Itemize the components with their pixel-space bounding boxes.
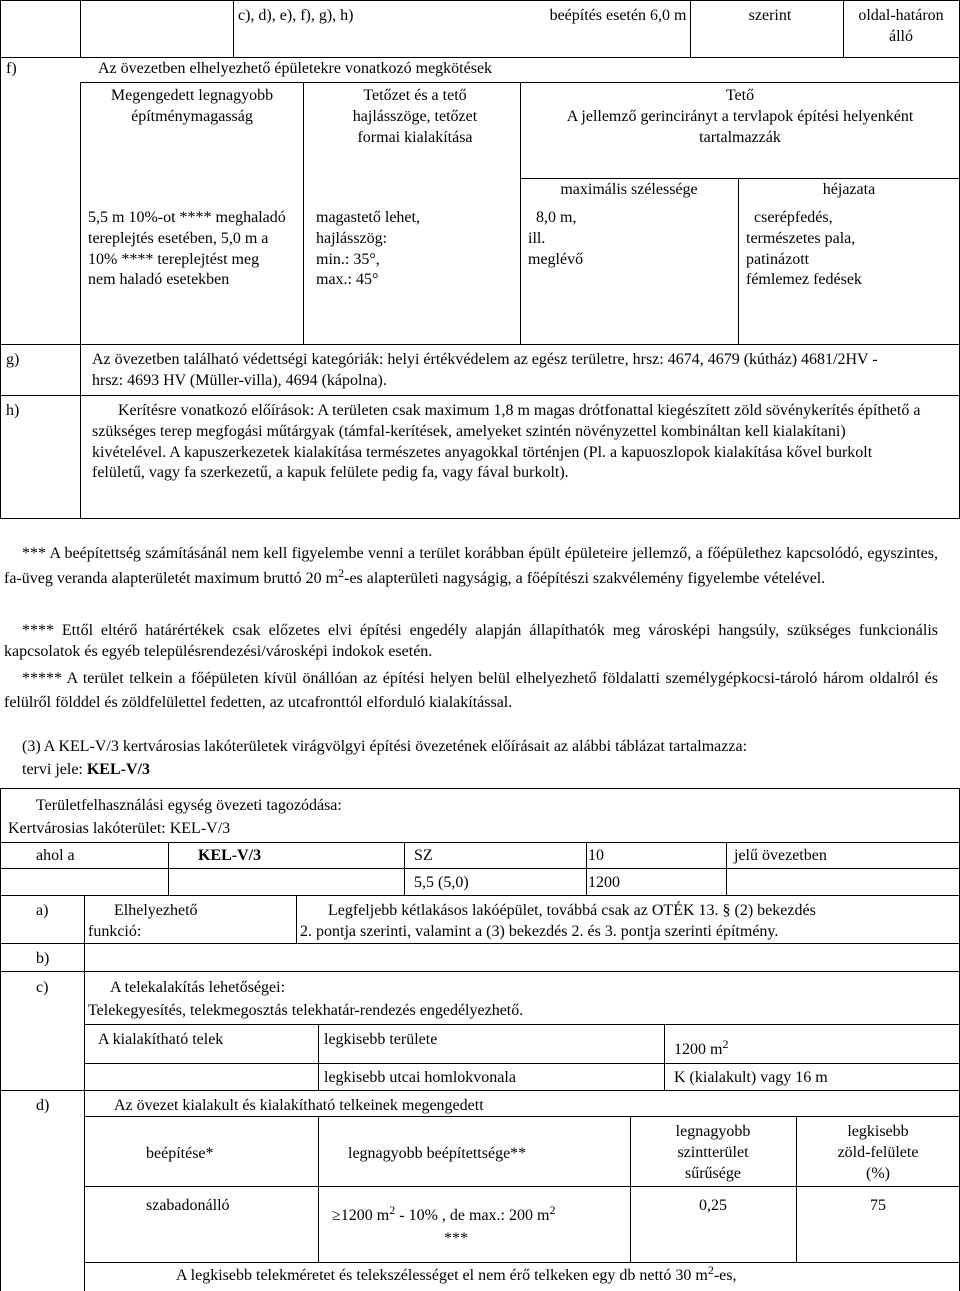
value-width-line: 8,0 m, <box>536 209 577 226</box>
header-roof: Tető <box>725 87 755 104</box>
row-letter-a: a) <box>36 902 49 919</box>
cell-side-boundary: oldal-határon álló <box>858 7 944 45</box>
value-roof-line: min.: 35°, <box>316 250 380 268</box>
value-width-line: meglévő <box>528 250 584 268</box>
section-h-text: Kerítésre vonatkozó előírások: A területen csak maximum 1,8 m magas drótfonattal kiegészített zöld sövénykerítés építhető a szükséges terep megfogási műtárgyak (támfal-kerítések, amelyeket szintén növényzettel kombináltan kell kialakítani) kivételével. A kapuszerkezetek kialakítása természetes anyagokkal történjen (Pl. a kapuoszlopok kialakítása kővel burkolt felületű, vagy fa szerkezetű, a kapuk felülete pedig fa, vagy fával burkolt). <box>92 402 921 482</box>
function-label: Elhelyezhető funkció: <box>88 902 198 940</box>
cell-height-values: 5,5 (5,0) <box>414 874 469 891</box>
header-coverage: legnagyobb beépítettsége** <box>348 1145 527 1162</box>
value-cover-line: fémlemez fedések <box>746 271 862 289</box>
min-front-label: legkisebb utcai homlokvonala <box>324 1069 516 1086</box>
value-max-width <box>528 208 583 270</box>
value-roof-line: hajlásszög: <box>316 229 388 247</box>
value-building-mode: szabadonálló <box>146 1197 230 1214</box>
lot-label: A kialakítható telek <box>98 1031 224 1048</box>
row-letter-g: g) <box>6 351 20 368</box>
zone-division-name: Kertvárosias lakóterület: KEL-V/3 <box>8 820 231 837</box>
zone-division-title: Területfelhasználási egység övezeti tagozódása: <box>36 797 342 814</box>
cell-min-area: 1200 <box>588 874 620 891</box>
value-roof-line: max.: 45° <box>316 271 379 289</box>
value-cover-line: patinázott <box>746 250 810 268</box>
row-letter-b: b) <box>36 950 50 967</box>
header-roof-form: Tetőzet és a tető hajlásszöge, tetőzet formai kialakítása <box>352 87 478 146</box>
cell-where: ahol a <box>36 847 75 864</box>
value-coverage: ≥1200 $m^2 - 10\%$ , de max.: 200 $m^2$ <box>332 1203 556 1224</box>
cell-height-value: beépítés esetén 6,0 m <box>549 7 687 24</box>
header-green-area: legkisebb zöld-felülete (%) <box>837 1123 919 1182</box>
note-garage: ***** A terület telkein a főépületen kívül önállóan az építési helyen belül elhelyezhető földalatti személygépkocsi-tároló három oldalról és felülről földdel és zöldfelülettel fedetten, az utcafronttól elforduló kialakítással. <box>4 670 938 711</box>
row-letter-h: h) <box>6 402 20 419</box>
value-density: 0,25 <box>699 1197 727 1214</box>
value-coverage-note: *** <box>444 1230 468 1247</box>
note-zone-intro: (3) A KEL-V/3 kertvárosias lakóterületek virágvölgyi építési övezetének előírásait az alábbi táblázat tartalmazza: <box>22 738 748 755</box>
note-exceptions: **** Ettől eltérő határértékek csak előzetes elvi építési engedély alapján állapíthatók meg városképi hangsúly, szükséges funkcionális kapcsolatok és egyéb településrendezési/városképi indokok esetén. <box>4 622 938 660</box>
subdivision-text: Telekegyesítés, telekmegosztás telekhatár-rendezés engedélyezhető. <box>88 1002 524 1019</box>
section-g-text: Az övezetben található védettségi kategóriák: helyi értékvédelem az egész területre, hrsz: 4674, 4679 (kútház) 4681/2HV - hrsz: 4693 HV (Müller-villa), 4694 (kápolna). <box>92 351 878 389</box>
section-f-title: Az övezetben elhelyezhető épületekre vonatkozó megkötések <box>98 60 493 77</box>
header-roof-desc: A jellemző gerincirányt a tervlapok építési helyenként tartalmazzák <box>566 108 914 146</box>
cell-sz: SZ <box>414 847 433 864</box>
cell-ten: 10 <box>588 847 604 864</box>
header-density: legnagyobb szintterület sűrűsége <box>675 1123 751 1182</box>
value-width-line: ill. <box>528 229 546 247</box>
note-zone-code: tervi jele: KEL-V/3 <box>22 761 150 778</box>
min-area-value: 1200 $m^2$ <box>674 1037 729 1058</box>
value-max-height: 5,5 m 10%-ot **** meghaladó tereplejtés esetében, 5,0 m a 10% **** tereplejtést meg nem haladó esetekben <box>88 209 286 289</box>
value-roof-line: magastető lehet, <box>316 209 420 226</box>
cell-according: szerint <box>748 7 792 24</box>
value-roof <box>316 208 420 291</box>
permitted-title: Az övezet kialakult és kialakítható telkeinek megengedett <box>114 1097 484 1114</box>
row-letter-c: c) <box>36 979 49 996</box>
value-cover-line: természetes pala, <box>746 229 856 247</box>
row-letter-d: d) <box>36 1097 50 1114</box>
value-green-area: 75 <box>870 1197 886 1214</box>
cell-sections: c), d), e), f), g), h) <box>238 7 354 24</box>
cell-marked-zone: jelű övezetben <box>734 847 827 864</box>
value-cover-line: cserépfedés, <box>754 209 833 226</box>
subdivision-title: A telekalakítás lehetőségei: <box>110 979 286 996</box>
row-letter-f: f) <box>6 60 17 77</box>
header-cover: héjazata <box>822 181 876 198</box>
value-cover <box>746 208 862 291</box>
function-text: Legfeljebb kétlakásos lakóépület, továbbá csak az OTÉK 13. § (2) bekezdés 2. pontja szerinti, valamint a (3) bekezdés 2. és 3. pontja szerinti építmény. <box>300 902 816 940</box>
last-line: A legkisebb telekméretet és telekszélességet el nem érő telkeken egy db nettó 30 $m^2-es$, <box>176 1263 737 1284</box>
min-front-value: K (kialakult) vagy 16 m <box>674 1069 828 1086</box>
header-building-mode: beépítése* <box>146 1145 214 1162</box>
cell-zone-code: KEL-V/3 <box>198 847 262 864</box>
note-veranda: *** A beépítettség számításánál nem kell figyelembe venni a terület korábban épült épületeire jellemző, a főépülethez kapcsolódó, egyszintes, fa-üveg veranda alapterületét maximum bruttó 20 $m^2-es$ alapterületi nagyságig, a főépítészi szakvélemény figyelembe vételével. <box>4 545 938 587</box>
header-max-width: maximális szélessége <box>560 181 698 198</box>
header-max-height: Megengedett legnagyobb építménymagasság <box>110 87 274 125</box>
min-area-label: legkisebb területe <box>324 1031 438 1048</box>
